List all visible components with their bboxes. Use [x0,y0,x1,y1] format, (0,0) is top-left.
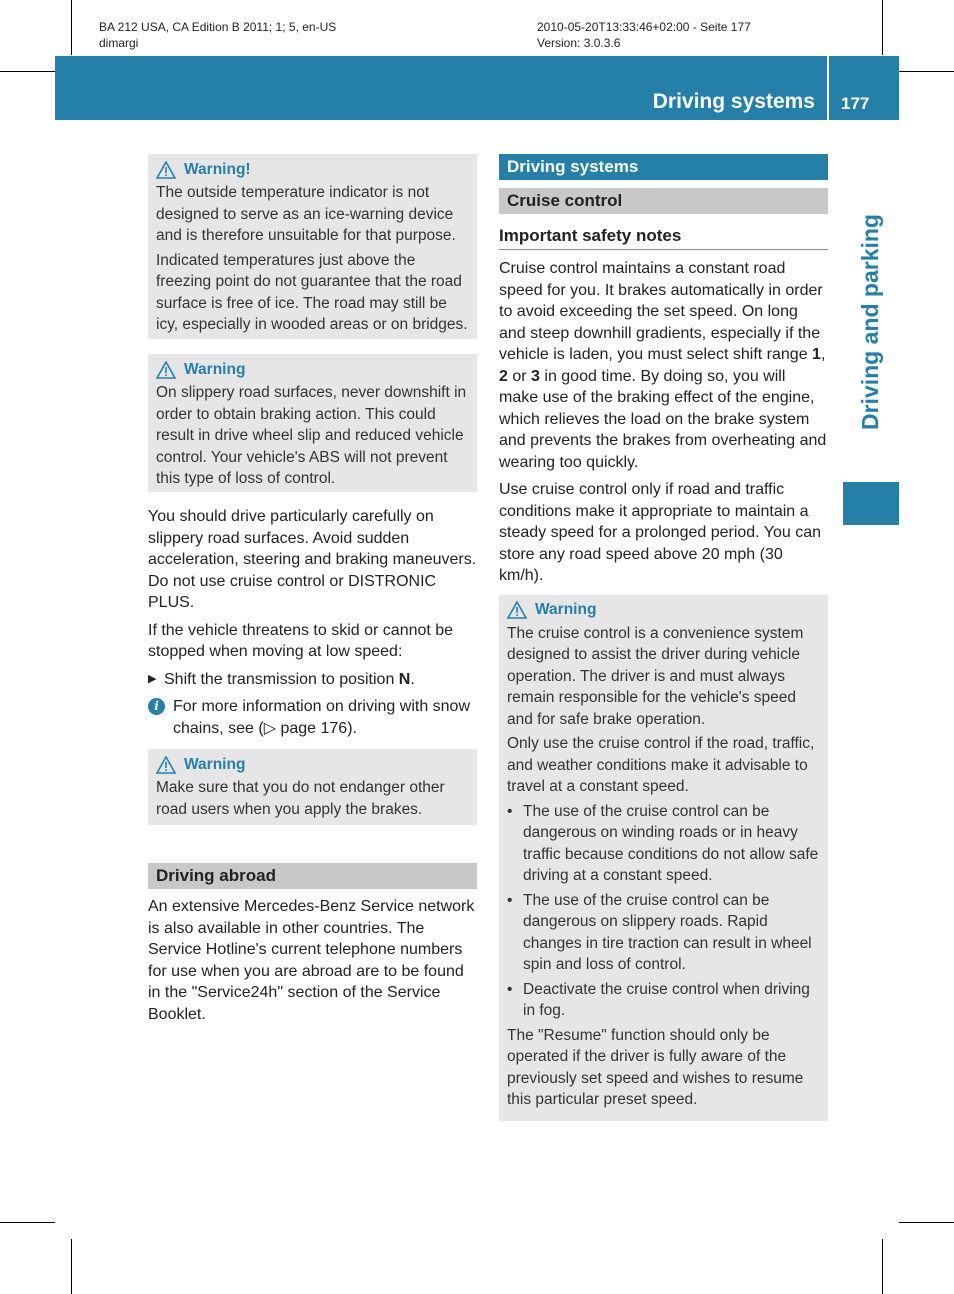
warning-box [148,354,477,492]
warning-triangle-icon [156,756,176,774]
section-heading: Driving abroad [148,863,477,889]
paragraph: Use cruise control only if road and traffic conditions make it appropriate to maintain a steady speed for a prolonged period. You can store any road speed above 20 mph (30 km/h). [499,481,822,584]
bullet-item [507,801,820,887]
page-number: 177 [841,94,870,113]
bullet-item [507,979,820,1022]
warning-box [148,749,477,825]
step-text [164,669,415,691]
warning-text: Make sure that you do not endanger other road users when you apply the brakes. [156,779,445,818]
step-text-main: Shift the transmission to position [164,670,399,688]
warning-title [156,357,469,382]
warning-triangle-icon [156,161,176,179]
step-position: N [398,670,411,688]
body-text [499,258,828,587]
section-heading: Driving systems [499,154,828,180]
crop-mark [882,1239,883,1294]
shift-range-1: 1 [812,346,821,363]
warning-text: The "Resume" function should only be operated if the driver is fully aware of the previously set speed and wishes to resume this particular preset speed. [507,1026,804,1108]
info-note [148,696,477,739]
crop-mark [71,0,72,55]
body-text [148,506,477,739]
paragraph-part: , [820,346,826,363]
print-meta-right [537,19,751,51]
subsection-heading: Cruise control [499,188,828,214]
paragraph: You should drive particularly carefully on slippery road surfaces. Avoid sudden acceleration, steering and braking maneuvers. Do not use cruise control or DISTRONIC PLUS. [148,508,477,611]
warning-triangle-icon [156,361,176,379]
print-meta-left [99,19,336,51]
warning-label: Warning! [184,160,251,178]
page-header [55,56,899,120]
paragraph: If the vehicle threatens to skid or cannot be stopped when moving at low speed: [148,621,454,660]
warning-box [499,595,828,1121]
warning-triangle-icon [507,601,527,619]
warning-title [507,598,820,623]
section-tab-label: Driving and parking [857,214,883,430]
step-arrow-icon: ▶ [148,672,157,685]
paragraph-part: or [507,367,532,385]
section-tab-marker [843,482,899,525]
bullet-mark: • [507,891,513,909]
bullet-text: The use of the cruise control can be dangerous on slippery roads. Rapid changes in tire traction can result in wheel spin and loss of control. [523,891,812,973]
paragraph-part: in good time. By doing so, you will make use of the braking effect of the engine, which relieves the load on the brake system and prevents the brakes from overheating and wearing too quickly. [499,367,827,471]
bullet-mark: • [507,802,513,820]
step-end: . [410,670,415,688]
meta-author: dimargi [99,36,139,50]
body-text [148,896,477,1025]
warning-label: Warning [184,755,246,773]
warning-label: Warning [184,360,246,378]
warning-text: The outside temperature indicator is not designed to serve as an ice-warning device and is therefore unsuitable for that purpose. [156,184,456,244]
shift-range-2: 2 [499,367,508,385]
topic-heading: Important safety notes [499,223,828,250]
warning-text: Indicated temperatures just above the freezing point do not guarantee that the road surface is free of ice. The road may still be icy, especially in wooded areas or on bridges. [156,251,468,333]
crop-mark [0,71,55,72]
warning-box [148,154,477,339]
bullet-item [507,890,820,976]
bullet-text: Deactivate the cruise control when driving in fog. [523,980,810,1019]
crop-mark [0,1222,55,1223]
crop-mark [899,1222,954,1223]
paragraph [499,258,828,473]
paragraph-part: Cruise control maintains a constant road speed for you. It brakes automatically in order to avoid exceeding the set speed. On long and steep downhill gradients, especially if the vehicle is laden, you must select shift range [499,260,823,363]
meta-edition: BA 212 USA, CA Edition B 2011; 1; 5, en-US [99,20,337,34]
crop-mark [899,71,954,72]
right-column [499,154,828,1121]
info-icon: i [148,698,165,715]
warning-text: On slippery road surfaces, never downshift in order to obtain braking action. This could result in drive wheel slip and reduced vehicle control. Your vehicle's ABS will not prevent this type of loss of control. [156,384,467,487]
crop-mark [882,0,883,55]
instruction-step [148,669,477,691]
warning-text: The cruise control is a convenience system designed to assist the driver during vehicle operation. The driver is and must always remain responsible for the vehicle's speed and for safe brake operation. [507,624,804,728]
meta-version: Version: 3.0.3.6 [537,36,621,50]
header-divider [827,56,829,120]
info-text: For more information on driving with snow chains, see (▷ page 176). [173,698,471,737]
paragraph: An extensive Mercedes-Benz Service network is also available in other countries. The Service Hotline's current telephone numbers for use when you are abroad are to be found in the "Service24h" section of the Service Booklet. [148,898,475,1023]
bullet-text: The use of the cruise control can be dangerous on winding roads or in heavy traffic because conditions do not allow safe driving at a constant speed. [523,802,819,884]
bullet-mark: • [507,980,513,998]
meta-timestamp: 2010-05-20T13:33:46+02:00 - Seite 177 [537,20,751,34]
crop-mark [71,1239,72,1294]
header-title: Driving systems [652,90,815,113]
shift-range-3: 3 [531,367,540,385]
warning-label: Warning [535,601,597,619]
warning-title [156,752,469,777]
warning-text: Only use the cruise control if the road, traffic, and weather conditions make it advisable to travel at a constant speed. [507,735,815,795]
left-column [148,154,477,1031]
warning-title [156,157,469,182]
